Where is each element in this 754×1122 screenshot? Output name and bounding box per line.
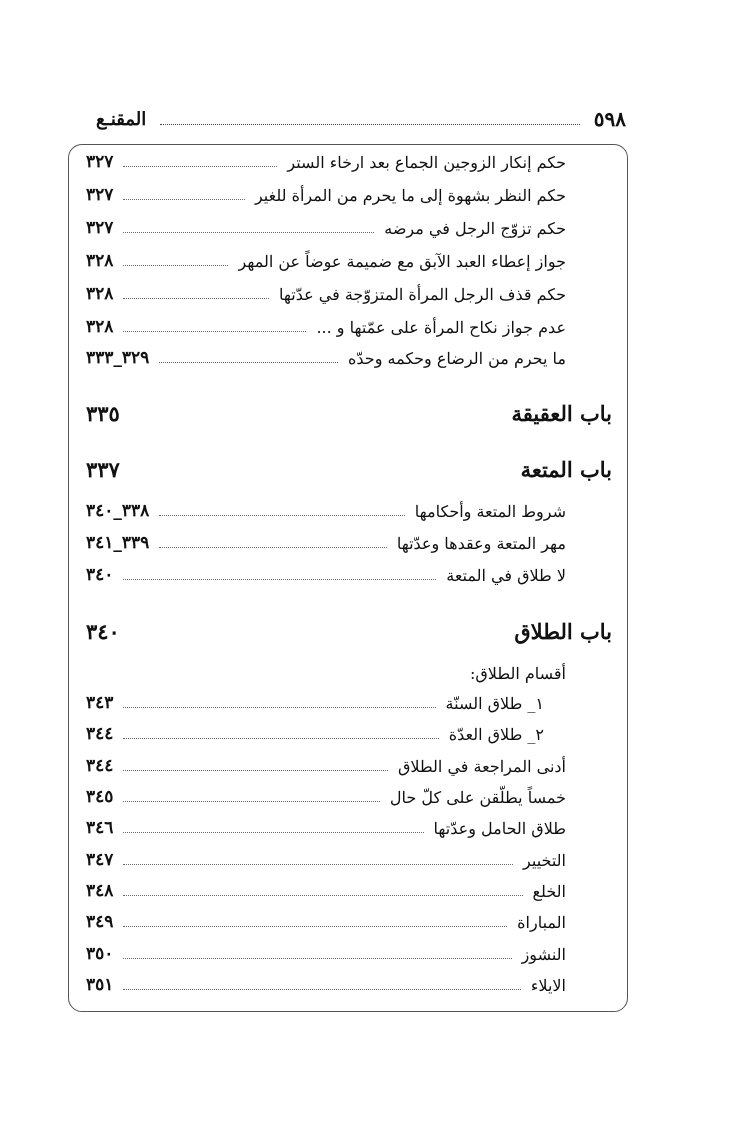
toc-entry-page: ٣٣٨_٣٤٠ <box>86 501 150 521</box>
leader-dots <box>123 918 507 927</box>
page-number: ٥٩٨ <box>593 107 626 131</box>
leader-dots <box>123 323 306 332</box>
subsection-heading: أقسام الطلاق: <box>469 663 566 683</box>
toc-entry <box>86 876 566 906</box>
toc-entry-title: مهر المتعة وعقدها وعدّتها <box>396 533 566 553</box>
toc-entry <box>86 279 566 309</box>
chapter-title: باب المتعة <box>520 456 612 482</box>
leader-dots <box>123 762 388 771</box>
chapter-heading <box>86 614 612 648</box>
leader-dots <box>123 158 277 167</box>
toc-entry <box>86 213 566 243</box>
toc-entry-title: الخلع <box>532 881 566 901</box>
toc-entry-page: ٣٢٨ <box>86 317 114 337</box>
chapter-heading <box>86 396 612 430</box>
toc-entry <box>86 496 566 526</box>
toc-entry-page: ٣٤٧ <box>86 850 114 870</box>
leader-dots <box>123 290 269 299</box>
chapter-title: باب العقيقة <box>511 400 612 426</box>
toc-entry-page: ٣٤٣ <box>86 693 114 713</box>
leader-dots <box>159 354 338 363</box>
toc-entry-title: حكم تزوّج الرجل في مرضه <box>384 218 566 238</box>
leader-dots <box>123 950 511 959</box>
leader-dots <box>123 257 228 266</box>
leader-dots <box>159 507 404 516</box>
toc-entry <box>86 312 566 342</box>
header-leader-dots <box>160 114 579 125</box>
toc-entry-page: ٣٢٧ <box>86 218 114 238</box>
toc-entry-page: ٣٥١ <box>86 975 114 995</box>
toc-entry <box>86 813 566 843</box>
toc-entry-page: ٣٢٨ <box>86 284 114 304</box>
toc-entry-page: ٣٢٧ <box>86 152 114 172</box>
toc-entry <box>86 246 566 276</box>
chapter-page: ٣٣٥ <box>86 400 120 426</box>
toc-entry-page: ٣٤٤ <box>86 724 114 744</box>
toc-entry-page: ٣٢٩_٣٣٣ <box>86 348 150 368</box>
toc-entry <box>86 528 566 558</box>
toc-entry <box>86 688 566 718</box>
toc-entry-title: حكم قذف الرجل المرأة المتزوّجة في عدّتها <box>279 284 566 304</box>
toc-entry-page: ٣٢٨ <box>86 251 114 271</box>
leader-dots <box>123 699 435 708</box>
toc-entry-title: ١_ طلاق السنّة <box>445 693 544 713</box>
toc-entry <box>86 970 566 1000</box>
toc-entry-page: ٣٤٠ <box>86 565 114 585</box>
toc-entry-page: ٣٤٦ <box>86 818 114 838</box>
chapter-page: ٣٣٧ <box>86 456 120 482</box>
toc-entry-page: ٣٤٤ <box>86 756 114 776</box>
toc-entry-title: عدم جواز نكاح المرأة على عمّتها و ... <box>316 317 566 337</box>
toc-entry <box>86 147 566 177</box>
toc-entry-title: ما يحرم من الرضاع وحكمه وحدّه <box>348 348 566 368</box>
leader-dots <box>123 793 380 802</box>
toc-entry <box>86 719 566 749</box>
leader-dots <box>123 730 438 739</box>
leader-dots <box>123 981 521 990</box>
toc-entry <box>86 845 566 875</box>
chapter-heading <box>86 452 612 486</box>
toc-entry-page: ٣٤٩ <box>86 912 114 932</box>
toc-entry-title: لا طلاق في المتعة <box>446 565 566 585</box>
book-title: المقنـع <box>96 108 147 130</box>
toc-entry <box>86 343 566 373</box>
running-header <box>96 104 626 134</box>
toc-entry <box>86 560 566 590</box>
toc-entry <box>86 782 566 812</box>
leader-dots <box>123 887 522 896</box>
toc-entry-title: خمساً يطلّقن على كلّ حال <box>389 787 566 807</box>
toc-entry-page: ٣٥٠ <box>86 944 114 964</box>
toc-entry-title: أدنى المراجعة في الطلاق <box>397 756 566 776</box>
toc-entry-title: جواز إعطاء العبد الآبق مع ضميمة عوضاً عن المهر <box>238 251 566 271</box>
toc-entry-title: الايلاء <box>530 975 566 995</box>
toc-entry-title: النشوز <box>521 944 566 964</box>
leader-dots <box>123 191 245 200</box>
leader-dots <box>159 539 387 548</box>
toc-entry-title: شروط المتعة وأحكامها <box>414 501 566 521</box>
leader-dots <box>123 856 513 865</box>
leader-dots <box>123 224 374 233</box>
toc-entry-page: ٣٢٧ <box>86 185 114 205</box>
toc-entry-title: طلاق الحامل وعدّتها <box>433 818 566 838</box>
leader-dots <box>123 824 423 833</box>
toc-entry <box>86 939 566 969</box>
toc-entry-page: ٣٣٩_٣٤١ <box>86 533 150 553</box>
chapter-title: باب الطلاق <box>514 618 612 644</box>
chapter-page: ٣٤٠ <box>86 618 120 644</box>
toc-entry-title: التخيير <box>523 850 566 870</box>
toc-entry-page: ٣٤٨ <box>86 881 114 901</box>
toc-entry <box>86 751 566 781</box>
toc-entry-title: حكم النظر بشهوة إلى ما يحرم من المرأة للغير <box>254 185 566 205</box>
toc-entry <box>86 907 566 937</box>
toc-entry-page: ٣٤٥ <box>86 787 114 807</box>
toc-entry <box>86 180 566 210</box>
toc-entry-title: المباراة <box>517 912 566 932</box>
toc-entry-title: ٢_ طلاق العدّة <box>448 724 544 744</box>
toc-entry-title: حكم إنكار الزوجين الجماع بعد ارخاء الستر <box>287 152 566 172</box>
leader-dots <box>123 571 436 580</box>
